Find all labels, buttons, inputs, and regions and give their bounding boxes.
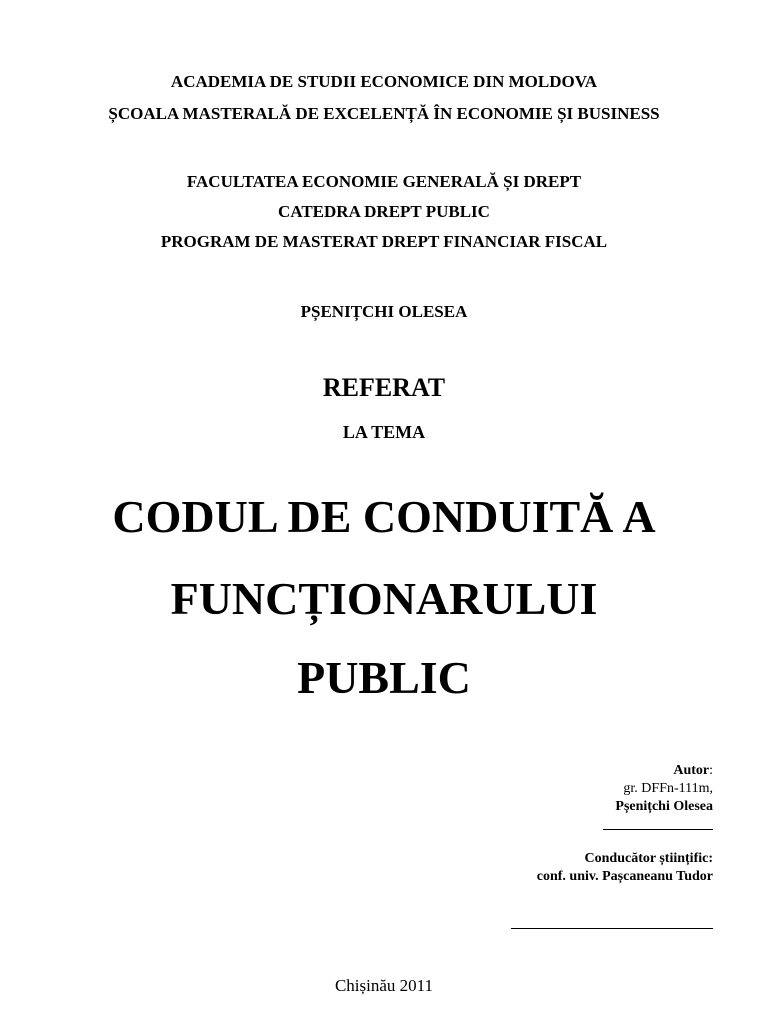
academy-name: ACADEMIA DE STUDII ECONOMICE DIN MOLDOVA <box>170 72 598 91</box>
supervisor-block <box>537 850 713 886</box>
title-line-3: PUBLIC <box>297 652 471 703</box>
author-block <box>615 762 713 816</box>
author-heading: PȘENIȚCHI OLESEA <box>300 302 468 321</box>
title-line-1: CODUL DE CONDUITĂ A <box>112 491 656 542</box>
supervisor-label: Conducător științific: <box>584 851 713 866</box>
title-line-2: FUNCȚIONARULUI <box>170 573 598 624</box>
place-and-year: Chișinău 2011 <box>334 976 434 995</box>
supervisor-signature-line <box>511 928 713 929</box>
document-subtitle: LA TEMA <box>342 422 426 442</box>
document-type: REFERAT <box>322 373 446 402</box>
department-name: CATEDRA DREPT PUBLIC <box>278 202 490 221</box>
author-label-row <box>615 762 713 780</box>
program-name: PROGRAM DE MASTERAT DREPT FINANCIAR FISCAL <box>160 232 608 251</box>
author-group: gr. DFFn-111m, <box>623 781 713 796</box>
author-label-colon: : <box>709 763 713 778</box>
faculty-name: FACULTATEA ECONOMIE GENERALĂ ȘI DREPT <box>186 172 582 191</box>
school-name: ȘCOALA MASTERALĂ DE EXCELENȚĂ ÎN ECONOMIE ȘI BUSINESS <box>108 104 660 123</box>
author-label: Autor <box>673 763 710 778</box>
author-full-name: Pșenițchi Olesea <box>615 799 713 814</box>
supervisor-name: conf. univ. Pașcaneanu Tudor <box>536 869 713 884</box>
author-signature-line <box>603 829 713 830</box>
